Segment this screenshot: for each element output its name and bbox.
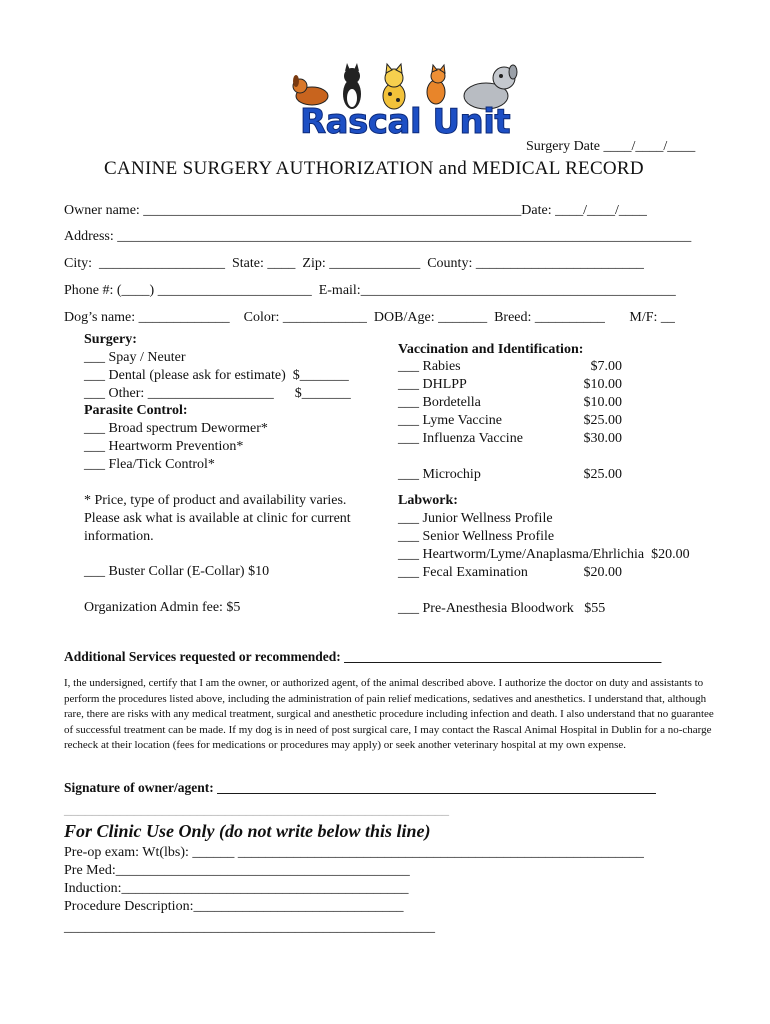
city-state-zip-field[interactable]: City: __________________ State: ____ Zip: _____________ County: ________________________ [64, 256, 644, 271]
divider: _______________________________________________________ [64, 803, 449, 818]
additional-services-field[interactable]: Additional Services requested or recommended: _______________________________________________ [64, 649, 662, 664]
vaccine-price: $10.00 [583, 395, 622, 410]
vaccine-rabies-option[interactable]: ___ Rabies [398, 359, 461, 374]
vaccine-price: $25.00 [583, 413, 622, 428]
procedure-description-line[interactable]: _____________________________________________________ [64, 920, 435, 935]
premed-field[interactable]: Pre Med:__________________________________________ [64, 863, 410, 878]
phone-email-field[interactable]: Phone #: (____) ______________________ E-mail:_____________________________________________ [64, 283, 676, 298]
authorization-text: I, the undersigned, certify that I am the owner, or authorized agent, of the animal described above. I authorize the doctor on duty and assistants to perform the procedures listed above, including the administration of pain relief medications, sedatives and anesthetics. I understand that, although rare, there are risks with any medical treatment, surgical and anesthetic procedure including infection and death. I also understand that no guarantee of successful treatment can be made. If my dog is in need of post surgical care, I may contact the Rascal Animal Hospital in Dublin for a no-charge recheck at their location (fees for medications or procedures may apply) or seek another veterinary hospital at my own expense. [64, 677, 714, 751]
owner-name-field[interactable]: Owner name: ______________________________________________________Date: ____/____/____ [64, 203, 647, 218]
price-note: * Price, type of product and availability varies. [84, 493, 347, 508]
logo-text: Rascal Unit [300, 102, 511, 142]
vaccine-influenza-option[interactable]: ___ Influenza Vaccine [398, 431, 523, 446]
logo [286, 62, 526, 152]
vaccine-dhlpp-option[interactable]: ___ DHLPP [398, 377, 467, 392]
vaccination-heading: Vaccination and Identification: [398, 342, 584, 357]
other-surgery-option[interactable]: ___ Other: __________________ $_______ [84, 386, 351, 401]
address-field[interactable]: Address: __________________________________________________________________________________ [64, 229, 692, 244]
microchip-price: $25.00 [583, 467, 622, 482]
heartworm-prevention-option[interactable]: ___ Heartworm Prevention* [84, 439, 244, 454]
fecal-exam-option[interactable]: ___ Fecal Examination [398, 565, 528, 580]
surgery-date-field[interactable]: Surgery Date ____/____/____ [526, 139, 696, 154]
vaccine-price: $7.00 [590, 359, 622, 374]
labwork-heading: Labwork: [398, 493, 458, 508]
price-note: information. [84, 529, 154, 544]
clinic-use-heading: For Clinic Use Only (do not write below this line) [64, 821, 431, 841]
dewormer-option[interactable]: ___ Broad spectrum Dewormer* [84, 421, 268, 436]
heartworm-lab-option[interactable]: ___ Heartworm/Lyme/Anaplasma/Ehrlichia $20.00 [398, 547, 690, 562]
preop-exam-field[interactable]: Pre-op exam: Wt(lbs): ______ __________________________________________________________ [64, 845, 644, 860]
buster-collar-option[interactable]: ___ Buster Collar (E-Collar) $10 [84, 564, 270, 579]
vaccine-lyme-option[interactable]: ___ Lyme Vaccine [398, 413, 502, 428]
vaccine-bordetella-option[interactable]: ___ Bordetella [398, 395, 481, 410]
vaccine-price: $30.00 [583, 431, 622, 446]
parasite-control-heading: Parasite Control: [84, 403, 188, 418]
dog-details-field[interactable]: Dog’s name: _____________ Color: ____________ DOB/Age: _______ Breed: __________ M/F: __ [64, 310, 675, 325]
induction-field[interactable]: Induction:_________________________________________ [64, 881, 409, 896]
junior-wellness-option[interactable]: ___ Junior Wellness Profile [398, 511, 553, 526]
surgery-heading: Surgery: [84, 332, 137, 347]
price-note: Please ask what is available at clinic for current [84, 511, 351, 526]
page-title: CANINE SURGERY AUTHORIZATION and MEDICAL RECORD [104, 158, 644, 179]
pre-anesthesia-bloodwork-option[interactable]: ___ Pre-Anesthesia Bloodwork $55 [398, 601, 606, 616]
flea-tick-option[interactable]: ___ Flea/Tick Control* [84, 457, 215, 472]
admin-fee: Organization Admin fee: $5 [84, 600, 241, 615]
microchip-option[interactable]: ___ Microchip [398, 467, 481, 482]
procedure-description-field[interactable]: Procedure Description:______________________________ [64, 899, 404, 914]
spay-neuter-option[interactable]: ___ Spay / Neuter [84, 350, 186, 365]
fecal-exam-price: $20.00 [583, 565, 622, 580]
senior-wellness-option[interactable]: ___ Senior Wellness Profile [398, 529, 555, 544]
vaccine-price: $10.00 [583, 377, 622, 392]
dental-option[interactable]: ___ Dental (please ask for estimate) $_______ [84, 368, 349, 383]
signature-field[interactable]: Signature of owner/agent: _________________________________________________________________ [64, 780, 656, 795]
